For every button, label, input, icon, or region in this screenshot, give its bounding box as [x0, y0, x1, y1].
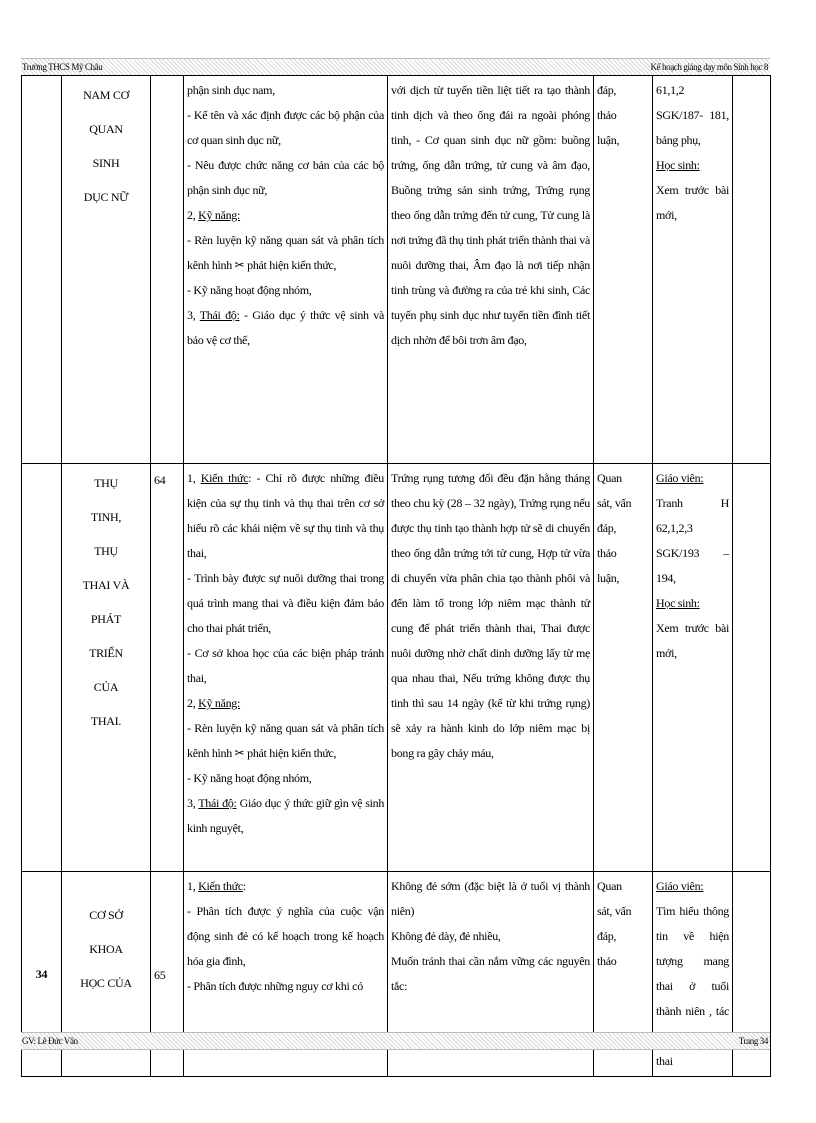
content-cell: Trứng rụng tương đối đều đặn hằng tháng theo chu kỳ (28 – 32 ngày), Trứng rụng nếu được thụ tinh tạo thành hợp tử sẽ di chuyển theo ống dẫn trứng tới tử cung, Hợp tử vừa di chuyển vừa phân chia tạo thành phôi và đến làm tổ trong lớp niêm mạc thành tử cung để phát triển thành thai, Thai được nuôi dưỡng nhờ chất dinh dưỡng lấy từ mẹ qua nhau thai, Nếu trứng không được thụ tinh thì sau 14 ngày (kể từ khi trứng rụng) sẽ xảy ra hành kinh do lớp niêm mạc bị bong ra gây chảy máu,: [388, 464, 594, 872]
footer-teacher: GV: Lê Đức Vân: [22, 1036, 78, 1046]
week-cell: [22, 464, 62, 872]
notes-cell: [733, 464, 771, 872]
page-footer: [21, 1032, 770, 1050]
content-cell: với dịch từ tuyến tiền liệt tiết ra tạo thành tinh dịch và theo ống đái ra ngoài phóng tinh, - Cơ quan sinh dục nữ gồm: buồng trứng, ống dẫn trứng, tử cung và âm đạo, Buồng trứng sản sinh trứng, Trứng rụng theo ống dẫn trứng đến tử cung, Tử cung là nơi trứng đã thụ tinh phát triển thành thai và nuôi dưỡng thai, Âm đạo là nơi tiếp nhận tinh trùng và đường ra của trẻ khi sinh, Các tuyến phụ sinh dục như tuyến tiền đình tiết dịch nhờn để bôi trơn âm đạo,: [388, 76, 594, 464]
lesson-title-cell: NAM CƠ QUAN SINH DỤC NỮ: [62, 76, 151, 464]
header-plan-title: Kế hoạch giảng dạy môn Sinh học 8: [650, 62, 768, 72]
equipment-cell: Giáo viên: Tìm hiểu thông tin về hiện tượng mang thai ở tuổi thành niên , tác thai: [653, 872, 733, 1077]
objectives-cell: 1, Kiến thức: - Phân tích được ý nghĩa của cuộc vận động sinh đẻ có kế hoạch trong kế hoạch hóa gia đình, - Phân tích được những nguy cơ khi có: [184, 872, 388, 1077]
equipment-cell: 61,1,2 SGK/187- 181, bảng phụ, Học sinh: Xem trước bài mới,: [653, 76, 733, 464]
week-cell: 34: [22, 872, 62, 1077]
method-cell: Quan sát, vấn đáp, thảo luận,: [594, 464, 653, 872]
footer-page-number: Trang 34: [738, 1036, 768, 1046]
lesson-title-cell: THỤ TINH, THỤ THAI VÀ PHÁT TRIỂN CỦA THAI.: [62, 464, 151, 872]
table-row: [22, 464, 771, 872]
method-cell: Quan sát, vấn đáp, thảo: [594, 872, 653, 1077]
header-school: Trường THCS Mỹ Châu: [22, 62, 103, 72]
notes-cell: [733, 76, 771, 464]
table-row: [22, 76, 771, 464]
period-cell: 65: [151, 872, 184, 1077]
period-cell: 64: [151, 464, 184, 872]
objectives-cell: phận sinh dục nam, - Kể tên và xác định được các bộ phận của cơ quan sinh dục nữ, - Nêu được chức năng cơ bản của các bộ phận sinh dục nữ, 2, Kỹ năng: - Rèn luyện kỹ năng quan sát và phân tích kênh hình ✂ phát hiện kiến thức, - Kỹ năng hoạt động nhóm, 3, Thái độ: - Giáo dục ý thức vệ sinh và bảo vệ cơ thể,: [184, 76, 388, 464]
method-cell: đáp, thảo luận,: [594, 76, 653, 464]
equipment-cell: Giáo viên: Tranh H 62,1,2,3 SGK/193 – 194, Học sinh: Xem trước bài mới,: [653, 464, 733, 872]
objectives-cell: 1, Kiến thức: - Chỉ rõ được những điều kiện của sự thụ tinh và thụ thai trên cơ sở hiểu rõ các khái niệm về sự thụ tinh và thụ thai, - Trình bày được sự nuôi dưỡng thai trong quá trình mang thai và điều kiện đảm bảo cho thai phát triển, - Cơ sở khoa học của các biện pháp tránh thai, 2, Kỹ năng: - Rèn luyện kỹ năng quan sát và phân tích kênh hình ✂ phát hiện kiến thức, - Kỹ năng hoạt động nhóm, 3, Thái độ: Giáo dục ý thức giữ gìn vệ sinh kinh nguyệt,: [184, 464, 388, 872]
week-cell: [22, 76, 62, 464]
page-header: [21, 58, 770, 76]
content-cell: Không đẻ sớm (đặc biệt là ở tuổi vị thành niên) Không đẻ dày, đẻ nhiều, Muốn tránh thai cần nắm vững các nguyên tắc:: [388, 872, 594, 1077]
lesson-plan-table: [21, 75, 771, 1077]
lesson-title-cell: CƠ SỞ KHOA HỌC CỦA: [62, 872, 151, 1077]
period-cell: [151, 76, 184, 464]
